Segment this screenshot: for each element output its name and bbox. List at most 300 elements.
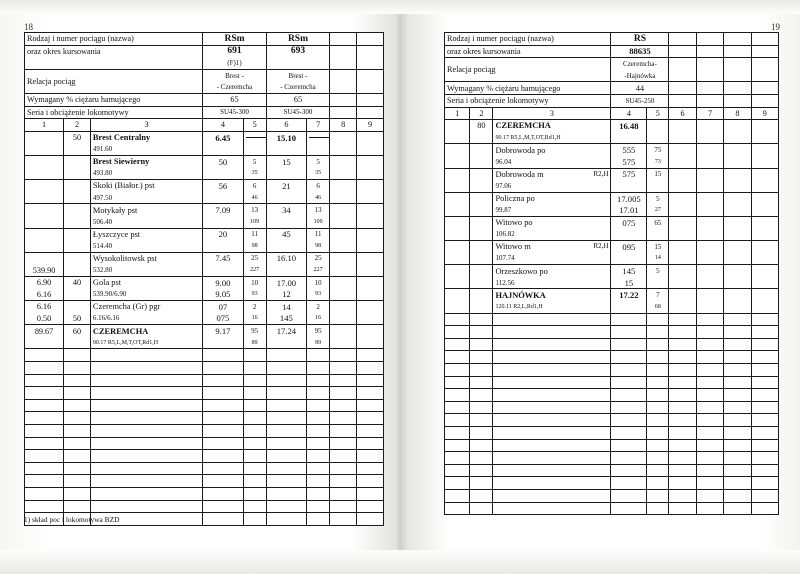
e1	[445, 364, 470, 377]
e3	[493, 489, 611, 502]
rh-blank-15	[724, 82, 751, 95]
row-2-t1: 56	[203, 180, 243, 192]
e7	[696, 439, 723, 452]
row-2-c9	[357, 180, 384, 192]
e8	[330, 387, 357, 400]
row-8-c2: 60	[64, 325, 91, 337]
e2	[64, 475, 91, 488]
table-row	[25, 155, 384, 167]
e9	[751, 414, 778, 427]
table-row-sub	[25, 313, 384, 325]
table-row	[445, 289, 779, 301]
e7	[307, 425, 330, 438]
rrow-1-c6b	[669, 156, 696, 168]
rrow-6-c8	[724, 265, 751, 277]
rrow-1-c8	[724, 144, 751, 156]
e4	[203, 437, 243, 450]
row-5-m1: 25	[243, 252, 266, 264]
e8	[724, 452, 751, 465]
row-5-m2: 25	[307, 252, 330, 264]
e4	[203, 412, 243, 425]
e1	[25, 349, 64, 362]
left-timetable	[24, 32, 384, 526]
row-1-c2b	[64, 168, 91, 180]
rrow-5-c9b	[751, 253, 778, 265]
e3	[493, 414, 611, 427]
footnote: 1) skład poc i lokomotywa BZD	[24, 515, 120, 524]
e4	[611, 414, 647, 427]
e7	[696, 376, 723, 389]
row-4-c2	[64, 228, 91, 240]
row-8-c1b	[25, 337, 64, 349]
rcol-num-6: 6	[669, 107, 696, 120]
row-4-t2: 45	[266, 228, 306, 240]
row-4-s2: 98	[307, 240, 330, 252]
e2	[470, 376, 493, 389]
rrow-7-c7	[696, 289, 723, 301]
rrow-5-c9	[751, 241, 778, 253]
rrow-5-c7	[696, 241, 723, 253]
rrow-2-km: 97.06	[493, 180, 611, 192]
e8	[724, 376, 751, 389]
e5	[647, 464, 669, 477]
e6	[669, 351, 696, 364]
rrow-4-c2b	[470, 229, 493, 241]
e9	[357, 437, 384, 450]
empty-row	[25, 487, 384, 500]
e4	[203, 513, 243, 526]
rrow-3-c9b	[751, 204, 778, 216]
rrow-6-c2b	[470, 277, 493, 289]
e6	[669, 439, 696, 452]
header-row-kind	[25, 33, 384, 46]
header-row-brake	[25, 93, 384, 106]
row-7-name: Czeremcha (Gr) pgr	[90, 301, 202, 313]
rrow-6-t1b: 15	[611, 277, 647, 289]
rrow-6-c6b	[669, 277, 696, 289]
rrow-2-c8b	[724, 180, 751, 192]
table-row-sub	[445, 301, 779, 313]
rrow-3-km: 99.87	[493, 204, 611, 216]
row-2-m1: 6	[243, 180, 266, 192]
rrow-6-c2	[470, 265, 493, 277]
row-3-m2: 13	[307, 204, 330, 216]
col-num-7: 7	[307, 119, 330, 132]
empty-row	[445, 338, 779, 351]
rrow-5-name-text: Witowo m	[495, 242, 531, 252]
empty-row	[445, 401, 779, 414]
rrow-5-c1	[445, 241, 470, 253]
row-0-c2: 50	[64, 131, 91, 143]
e7	[696, 414, 723, 427]
e8	[330, 349, 357, 362]
rrow-3-c6	[669, 192, 696, 204]
e7	[696, 389, 723, 402]
e1	[25, 437, 64, 450]
row-2-c2	[64, 180, 91, 192]
row-1-c2	[64, 155, 91, 167]
rrow-5-c2	[470, 241, 493, 253]
header-row-number	[25, 45, 384, 57]
e6	[669, 401, 696, 414]
e2	[470, 401, 493, 414]
row-1-t1b	[203, 168, 243, 180]
rrow-6-c8b	[724, 277, 751, 289]
row-4-km: 514.40	[90, 240, 202, 252]
rrow-4-c1	[445, 216, 470, 228]
column-number-row	[25, 119, 384, 132]
e7	[696, 489, 723, 502]
e2	[470, 351, 493, 364]
row-6-c1: 6.90	[25, 276, 64, 288]
e5	[647, 376, 669, 389]
e6	[266, 425, 306, 438]
row-1-t2b	[266, 168, 306, 180]
e1	[25, 500, 64, 513]
empty-row	[445, 364, 779, 377]
rrow-0-c9b	[751, 132, 778, 144]
e9	[751, 502, 778, 515]
e8	[330, 362, 357, 375]
row-7-c9b	[357, 313, 384, 325]
rrow-1-c9	[751, 144, 778, 156]
e8	[724, 351, 751, 364]
rrow-2-c7b	[696, 180, 723, 192]
rrow-5-c1b	[445, 253, 470, 265]
e8	[330, 450, 357, 463]
rrow-7-t1b	[611, 301, 647, 313]
e4	[611, 439, 647, 452]
row-5-c8b	[330, 264, 357, 276]
rrow-2-m1: 15	[647, 168, 669, 180]
row-4-t1: 20	[203, 228, 243, 240]
e6	[266, 374, 306, 387]
rrow-5-t1b	[611, 253, 647, 265]
rcol-num-9: 9	[751, 107, 778, 120]
e3	[90, 437, 202, 450]
table-row-sub	[25, 168, 384, 180]
row-7-s1: 16	[243, 313, 266, 325]
row-2-c1b	[25, 192, 64, 204]
e1	[445, 338, 470, 351]
row-0-c1b	[25, 143, 64, 155]
row-5-t2b	[266, 264, 306, 276]
e4	[611, 401, 647, 414]
row-6-km: 539.90/6.90	[90, 288, 202, 300]
table-row	[25, 228, 384, 240]
empty-row	[445, 452, 779, 465]
e9	[751, 389, 778, 402]
row-8-s1: 89	[243, 337, 266, 349]
row-3-name: Motykały pst	[90, 204, 202, 216]
header-blank-4	[357, 45, 384, 57]
e4	[611, 376, 647, 389]
row-6-name: Gola pst	[90, 276, 202, 288]
e7	[696, 338, 723, 351]
rh-blank-19	[724, 94, 751, 107]
table-row	[445, 265, 779, 277]
row-6-c8b	[330, 288, 357, 300]
empty-row	[25, 450, 384, 463]
e1	[25, 374, 64, 387]
e9	[357, 513, 384, 526]
rrow-7-c8b	[724, 301, 751, 313]
row-0-name: Brest Centralny	[90, 131, 202, 143]
rcol-num-1: 1	[445, 107, 470, 120]
rrow-6-c7b	[696, 277, 723, 289]
e3	[493, 364, 611, 377]
e1	[445, 351, 470, 364]
e6	[669, 326, 696, 339]
header-blank-7	[330, 69, 357, 93]
e1	[445, 502, 470, 515]
empty-row	[445, 427, 779, 440]
row-4-t2b	[266, 240, 306, 252]
header-row-loco	[445, 94, 779, 107]
rrow-3-c8	[724, 192, 751, 204]
header-blank-2	[357, 33, 384, 46]
e7	[696, 326, 723, 339]
e5	[243, 487, 266, 500]
folio-left: 18	[24, 22, 33, 32]
train-number-2: 693	[266, 45, 329, 57]
e5	[647, 313, 669, 326]
e8	[724, 477, 751, 490]
row-2-name: Skoki (Białor.) pst	[90, 180, 202, 192]
e3	[493, 427, 611, 440]
rrow-0-t1: 16.48	[611, 120, 647, 132]
row-1-s1: 35	[243, 168, 266, 180]
empty-row	[445, 389, 779, 402]
e7	[307, 450, 330, 463]
e2	[64, 425, 91, 438]
table-row-sub	[445, 229, 779, 241]
row-2-t2: 21	[266, 180, 306, 192]
e5	[647, 414, 669, 427]
e4	[203, 475, 243, 488]
row-3-c1b	[25, 216, 64, 228]
row-0-t1b	[203, 143, 243, 155]
row-8-t1: 9.17	[203, 325, 243, 337]
e9	[357, 399, 384, 412]
row-4-c8b	[330, 240, 357, 252]
e7	[696, 427, 723, 440]
row-8-t2: 17.24	[266, 325, 306, 337]
rrow-7-m1: 7	[647, 289, 669, 301]
header-label-row4-r: Wymagany % ciężaru hamującego	[445, 82, 611, 95]
rh-blank-2	[696, 33, 723, 46]
e2	[470, 464, 493, 477]
e1	[25, 362, 64, 375]
rrow-3-c8b	[724, 204, 751, 216]
e2	[64, 387, 91, 400]
empty-row	[25, 437, 384, 450]
e5	[243, 362, 266, 375]
rrow-7-km: 120.11 R2,L,Rd1,H	[493, 301, 611, 313]
e6	[266, 487, 306, 500]
rrow-4-c6b	[669, 229, 696, 241]
train-kind-1: RSm	[203, 33, 266, 46]
row-0-c8b	[330, 143, 357, 155]
e8	[724, 414, 751, 427]
rrow-7-c2	[470, 289, 493, 301]
e2	[470, 427, 493, 440]
table-row-sub	[445, 253, 779, 265]
e9	[357, 487, 384, 500]
e9	[357, 462, 384, 475]
header-label-row3: Relacja pociąg	[25, 69, 203, 93]
row-8-c1: 89.67	[25, 325, 64, 337]
rrow-7-c1b	[445, 301, 470, 313]
row-2-m2: 6	[307, 180, 330, 192]
row-0-km: 491.60	[90, 143, 202, 155]
rrow-1-c2	[470, 144, 493, 156]
row-6-t2b: 12	[266, 288, 306, 300]
row-0-t1: 6.45	[203, 131, 243, 143]
e3	[493, 351, 611, 364]
rrow-6-km: 112.56	[493, 277, 611, 289]
header-label-row3-r: Relacja pociąg	[445, 58, 611, 82]
e3	[90, 399, 202, 412]
e8	[724, 464, 751, 477]
rrow-5-c6b	[669, 253, 696, 265]
e1	[25, 487, 64, 500]
e8	[330, 374, 357, 387]
rcol-num-4: 4	[611, 107, 647, 120]
e4	[611, 452, 647, 465]
col-num-2: 2	[64, 119, 91, 132]
rrow-1-c1b	[445, 156, 470, 168]
e3	[493, 401, 611, 414]
rrow-3-c9	[751, 192, 778, 204]
e5	[243, 462, 266, 475]
rrow-4-s1	[647, 229, 669, 241]
rrow-6-s1	[647, 277, 669, 289]
e3	[493, 439, 611, 452]
table-row-sub	[445, 180, 779, 192]
e8	[330, 500, 357, 513]
rh-blank-11	[724, 58, 751, 82]
rrow-7-c6	[669, 289, 696, 301]
header-label-row1: Rodzaj i numer pociągu (nazwa)	[25, 33, 203, 46]
rh-blank-1	[669, 33, 696, 46]
header-row-note	[25, 57, 384, 69]
e7	[696, 502, 723, 515]
e9	[751, 364, 778, 377]
header-row-brake	[445, 82, 779, 95]
rrow-2-c7	[696, 168, 723, 180]
row-5-t2: 16.10	[266, 252, 306, 264]
e5	[243, 425, 266, 438]
e9	[751, 351, 778, 364]
header-blank-1	[330, 33, 357, 46]
e7	[696, 452, 723, 465]
row-0-c2b	[64, 143, 91, 155]
empty-row	[445, 313, 779, 326]
col-num-9: 9	[357, 119, 384, 132]
e7	[307, 399, 330, 412]
row-3-c2	[64, 204, 91, 216]
row-2-s1: 46	[243, 192, 266, 204]
e4	[203, 374, 243, 387]
e1	[445, 414, 470, 427]
row-7-c1: 6.16	[25, 301, 64, 313]
rrow-1-c8b	[724, 156, 751, 168]
e4	[203, 349, 243, 362]
e5	[243, 374, 266, 387]
e8	[724, 502, 751, 515]
e6	[669, 427, 696, 440]
rrow-3-c6b	[669, 204, 696, 216]
e7	[307, 487, 330, 500]
rrow-0-km: 90.17 R5,L,M,T,OT,Rd1,H	[493, 132, 611, 144]
row-2-t1b	[203, 192, 243, 204]
e2	[64, 349, 91, 362]
e2	[470, 338, 493, 351]
e5	[243, 513, 266, 526]
e9	[357, 349, 384, 362]
row-1-c8	[330, 155, 357, 167]
row-2-km: 497.50	[90, 192, 202, 204]
rrow-1-c6	[669, 144, 696, 156]
rrow-1-s1: 73	[647, 156, 669, 168]
e4	[611, 313, 647, 326]
e1	[445, 427, 470, 440]
row-5-c9	[357, 252, 384, 264]
e8	[724, 326, 751, 339]
rrow-6-c1	[445, 265, 470, 277]
rrow-7-s1: 68	[647, 301, 669, 313]
loco-2: SU45-300	[266, 106, 329, 119]
e7	[307, 475, 330, 488]
row-7-m2: 2	[307, 301, 330, 313]
e9	[357, 500, 384, 513]
row-5-s1: 227	[243, 264, 266, 276]
e4	[203, 399, 243, 412]
e5	[243, 399, 266, 412]
e6	[669, 376, 696, 389]
e1	[25, 475, 64, 488]
e9	[751, 326, 778, 339]
rrow-0-c8	[724, 120, 751, 132]
row-4-c2b	[64, 240, 91, 252]
e7	[307, 513, 330, 526]
e3	[90, 462, 202, 475]
train-kind-r: RS	[611, 33, 669, 46]
header-blank-9	[330, 93, 357, 106]
row-1-t1: 50	[203, 155, 243, 167]
rrow-0-c1b	[445, 132, 470, 144]
table-row	[25, 276, 384, 288]
row-0-c1	[25, 131, 64, 143]
e3	[493, 464, 611, 477]
row-4-c1b	[25, 240, 64, 252]
e5	[243, 387, 266, 400]
rrow-5-name	[493, 241, 611, 253]
e6	[266, 412, 306, 425]
e4	[203, 362, 243, 375]
e6	[669, 389, 696, 402]
e7	[307, 462, 330, 475]
header-label-row2: oraz okres kursowania	[25, 45, 203, 57]
row-7-t1: 07	[203, 301, 243, 313]
rrow-1-m1: 75	[647, 144, 669, 156]
empty-row	[445, 414, 779, 427]
rcol-num-5: 5	[647, 107, 669, 120]
row-2-c1	[25, 180, 64, 192]
rrow-0-name: CZEREMCHA	[493, 120, 611, 132]
rrow-4-c6	[669, 216, 696, 228]
